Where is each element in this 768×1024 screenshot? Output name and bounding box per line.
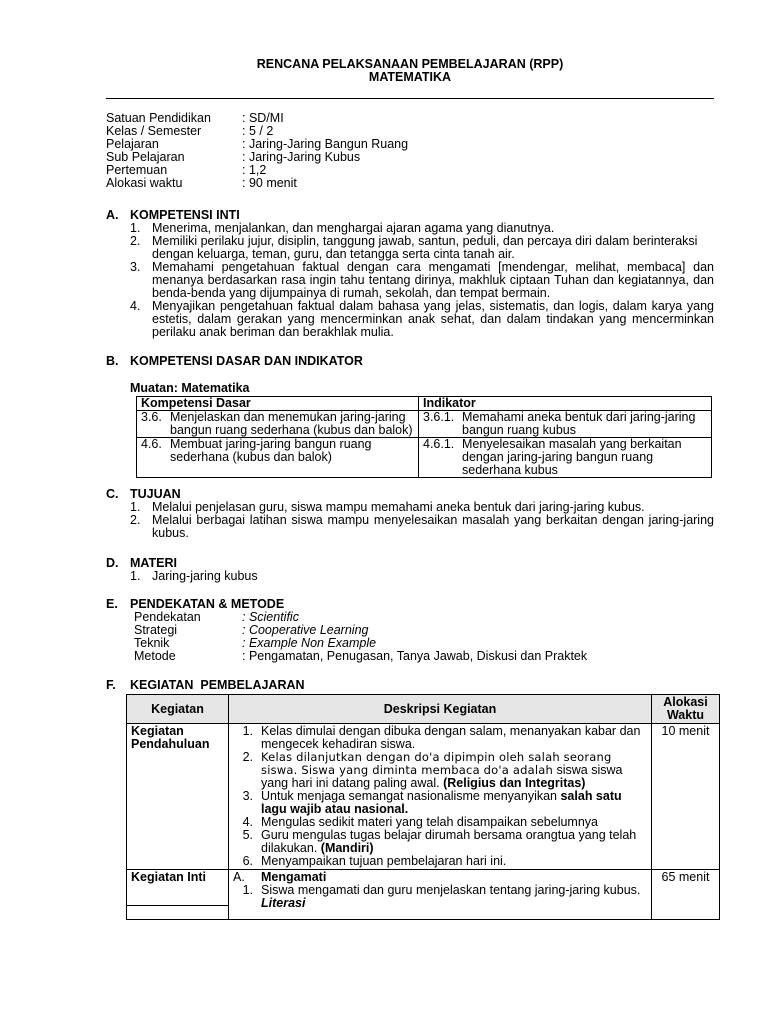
section-letter: C. (106, 487, 119, 501)
table-cell (419, 438, 712, 478)
item-text-part: Guru mengulas tugas belajar dirumah bersama orangtua yang telah dilakukan. (261, 828, 637, 855)
indikator-number: 3.6.1. (423, 410, 455, 424)
item-number: 1. (130, 500, 141, 514)
table-row (137, 411, 712, 438)
row-key: Teknik (134, 636, 170, 650)
indikator-text: Menyelesaikan masalah yang berkaitan dengan jaring-jaring bangun ruang sederhana kubus (462, 437, 682, 477)
kegiatan-label: Kegiatan Pendahuluan (127, 724, 229, 870)
kd-indikator-table (136, 396, 712, 478)
table-cell (229, 870, 652, 920)
item-text (261, 790, 647, 816)
list-item (233, 725, 647, 751)
info-key: Pelajaran (106, 137, 159, 151)
list-item (233, 790, 647, 816)
info-value: : Jaring-Jaring Bangun Ruang (242, 137, 409, 151)
column-header-alokasi: Alokasi Waktu (652, 695, 720, 724)
item-number: 2. (242, 750, 253, 764)
item-text-part: Siswa mengamati dan guru menjelaskan tentang jaring-jaring kubus. (261, 883, 641, 897)
item-text-part: siswa siswa yang hari ini datang paling awal. (261, 763, 623, 790)
indikator-text: Memahami aneka bentuk dari jaring-jaring bangun ruang kubus (462, 410, 696, 437)
section-letter: A. (106, 208, 119, 222)
item-text (261, 829, 647, 855)
table-row-inti (127, 870, 720, 920)
info-key: Alokasi waktu (106, 176, 183, 190)
row-key: Pendekatan (134, 610, 201, 624)
list-item (233, 751, 647, 790)
info-key: Pertemuan (106, 163, 168, 177)
info-value: : SD/MI (242, 111, 284, 125)
info-value: : 5 / 2 (242, 124, 274, 138)
document-title (106, 58, 714, 84)
character-tag: (Mandiri) (320, 841, 374, 855)
materi-list (130, 570, 714, 583)
item-text: Mengulas sedikit materi yang telah disampaikan sebelumnya (261, 815, 598, 829)
section-letter: B. (106, 354, 119, 368)
sub-title: Mengamati (261, 870, 327, 884)
section-title: KEGIATAN PEMBELAJARAN (130, 678, 305, 692)
item-text-part: Untuk menjaga semangat nasionalisme menyanyikan (261, 789, 557, 803)
tujuan-list (130, 501, 714, 540)
indikator-number: 4.6.1. (423, 437, 455, 451)
kd-text: Menjelaskan dan menemukan jaring-jaring bangun ruang sederhana (kubus dan balok) (170, 410, 413, 437)
item-number: 2. (130, 513, 141, 527)
info-row (106, 138, 714, 151)
info-key: Sub Pelajaran (106, 150, 185, 164)
item-text (261, 751, 647, 790)
section-heading-f (106, 679, 714, 692)
item-text: Melalui penjelasan guru, siswa mampu memahami aneka bentuk dari jaring-jaring kubus. (152, 500, 645, 514)
table-cell (127, 870, 229, 920)
character-tag: (Religius dan Integritas) (443, 776, 586, 790)
item-text (261, 884, 647, 910)
column-header-indikator: Indikator (419, 397, 712, 411)
sub-letter: A. (233, 870, 245, 884)
section-title: KOMPETENSI DASAR DAN INDIKATOR (130, 354, 363, 368)
item-number: 1. (130, 569, 141, 583)
row-value: : Cooperative Learning (242, 623, 369, 637)
info-key: Satuan Pendidikan (106, 111, 211, 125)
info-row (106, 177, 714, 190)
item-text: Memiliki perilaku jujur, disiplin, tanggung jawab, santun, peduli, dan percaya diri dalam berinteraksi dengan keluarga, teman, guru, dan tetangga serta cinta tanah air. (152, 234, 698, 261)
column-header-kd: Kompetensi Dasar (137, 397, 419, 411)
table-row (137, 438, 712, 478)
kompetensi-inti-list (130, 222, 714, 339)
row-key: Metode (134, 649, 176, 663)
item-number: 3. (242, 789, 253, 803)
table-header-row (127, 695, 720, 724)
section-heading-b (106, 355, 714, 368)
item-number: 5. (242, 828, 253, 842)
info-row (106, 164, 714, 177)
info-value: : 1,2 (242, 163, 267, 177)
item-text: Memahami pengetahuan faktual dengan cara mengamati [mendengar, melihat, membaca] dan menanya berdasarkan rasa ingin tahu tentang dirinya, makhluk ciptaan Tuhan dan kegiatannya, dan benda-benda yang dijumpainya di rumah, sekolah, dan tempat bermain. (152, 260, 714, 300)
identity-block (106, 112, 714, 190)
info-value: : 90 menit (242, 176, 297, 190)
info-value: : Jaring-Jaring Kubus (242, 150, 361, 164)
table-cell (137, 438, 419, 478)
emphasis-text: salah satu lagu wajib atau nasional. (261, 789, 622, 816)
item-number: 1. (242, 724, 253, 738)
item-text: Kelas dimulai dengan dibuka dengan salam, menanyakan kabar dan mengecek kehadiran siswa. (261, 724, 641, 751)
item-number: 6. (242, 854, 253, 868)
title-divider (106, 98, 714, 99)
alokasi-time: 10 menit (652, 724, 720, 870)
item-text: Menyajikan pengetahuan faktual dalam bahasa yang jelas, sistematis, dan logis, dalam karya yang estetis, dalam gerakan yang mencerminkan anak sehat, dan dalam tindakan yang mencerminkan perilaku anak beriman dan berakhlak mulia. (152, 299, 714, 339)
item-number: 2. (130, 234, 141, 248)
table-cell (229, 724, 652, 870)
info-key: Kelas / Semester (106, 124, 202, 138)
section-letter: F. (106, 678, 116, 692)
item-number: 3. (130, 260, 141, 274)
kd-text: Membuat jaring-jaring bangun ruang sederhana (kubus dan balok) (170, 437, 372, 464)
list-item (130, 570, 714, 583)
item-number: 4. (242, 815, 253, 829)
item-text-part: Kelas dilanjutkan dengan do'a dipimpin oleh salah seorang siswa. Siswa yang diminta membaca do'a adalah (261, 750, 612, 777)
alokasi-time: 65 menit (652, 870, 720, 920)
table-header-row (137, 397, 712, 411)
character-tag: Literasi (261, 896, 306, 910)
table-cell (419, 411, 712, 438)
row-value: : Example Non Example (242, 636, 377, 650)
muatan-label: Muatan: Matematika (130, 381, 250, 395)
item-text: Menyampaikan tujuan pembelajaran hari ini. (261, 854, 507, 868)
section-title: MATERI (130, 556, 177, 570)
row-key: Strategi (134, 623, 178, 637)
item-number: 1. (130, 221, 141, 235)
kd-number: 4.6. (141, 437, 162, 451)
title-line-1: RENCANA PELAKSANAAN PEMBELAJARAN (RPP) (256, 57, 564, 71)
inti-steps (233, 884, 647, 910)
column-header-deskripsi: Deskripsi Kegiatan (229, 695, 652, 724)
kd-number: 3.6. (141, 410, 162, 424)
pendekatan-row (134, 611, 714, 624)
section-title: PENDEKATAN & METODE (130, 597, 285, 611)
list-item (130, 300, 714, 339)
title-line-2: MATEMATIKA (368, 70, 452, 84)
row-value: : Scientific (242, 610, 299, 624)
list-item (233, 855, 647, 868)
kegiatan-table (126, 694, 720, 920)
item-text: Jaring-jaring kubus (152, 569, 258, 583)
table-row-pendahuluan (127, 724, 720, 870)
item-text: Menerima, menjalankan, dan menghargai ajaran agama yang dianutnya. (152, 221, 555, 235)
list-item (130, 261, 714, 300)
kegiatan-label: Kegiatan Inti (131, 870, 207, 884)
section-title: TUJUAN (130, 487, 181, 501)
item-number: 4. (130, 299, 141, 313)
cell-divider (127, 905, 228, 919)
info-row (106, 125, 714, 138)
item-text: Melalui berbagai latihan siswa mampu menyelesaikan masalah yang berkaitan dengan jaring-jaring kubus. (152, 513, 714, 540)
section-letter: E. (106, 597, 118, 611)
list-item (130, 514, 714, 540)
pendahuluan-steps (233, 725, 647, 868)
section-letter: D. (106, 556, 119, 570)
item-number: 1. (242, 883, 253, 897)
table-cell (137, 411, 419, 438)
pendekatan-metode-block (134, 611, 714, 663)
strategi-row (134, 624, 714, 637)
column-header-kegiatan: Kegiatan (127, 695, 229, 724)
info-row (106, 151, 714, 164)
list-item (233, 884, 647, 910)
row-value: : Pengamatan, Penugasan, Tanya Jawab, Diskusi dan Praktek (242, 649, 588, 663)
list-item (130, 235, 714, 261)
section-title: KOMPETENSI INTI (130, 208, 240, 222)
list-item (233, 829, 647, 855)
metode-row (134, 650, 714, 663)
